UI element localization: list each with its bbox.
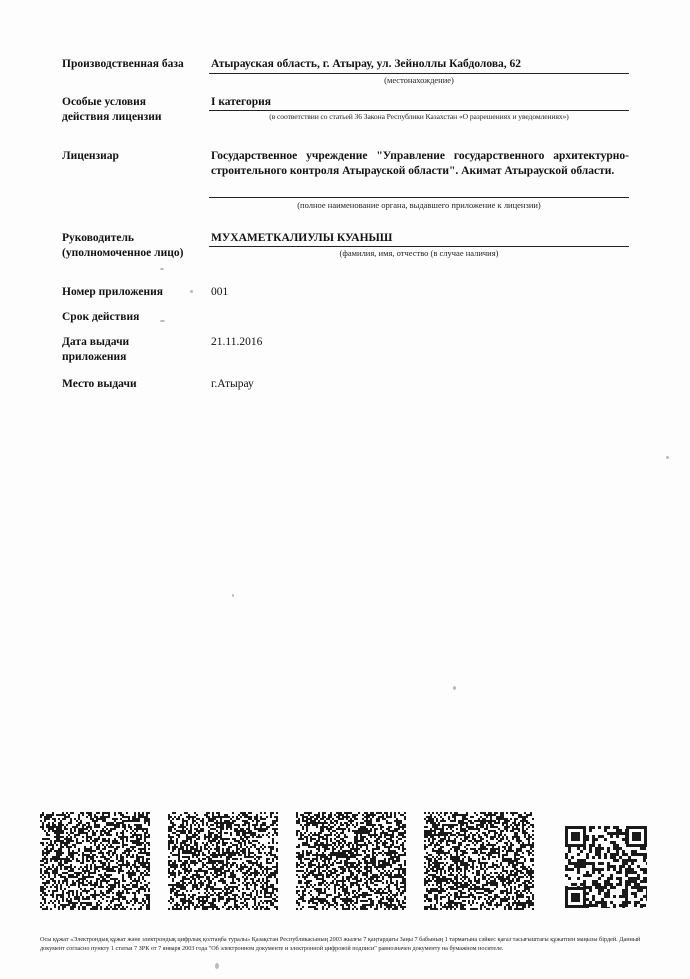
scan-speck [666,456,669,459]
place-of-issue-label: Место выдачи [62,378,137,390]
special-conditions-label-line2: действия лицензии [62,111,162,123]
place-of-issue-value: г.Атырау [211,378,254,390]
head-label-line2: (уполномоченное лицо) [62,247,184,259]
production-base-value: Атырауская область, г. Атырау, ул. Зейноллы Кабдолова, 62 [211,58,522,70]
production-base-caption: (местонахождение) [384,75,454,85]
appendix-number-value: 001 [211,286,229,298]
licensor-underline [209,197,629,198]
qr-code [565,826,647,908]
licensor-value: Государственное учреждение "Управление государственного архитектурно-строительного контроля Атырауской области". Акимат Атырауской области. [211,150,629,177]
special-conditions-label-line1: Особые условия [62,96,146,108]
barcode-1 [40,812,150,910]
head-underline [209,246,629,247]
licensor-label: Лицензиар [62,150,119,162]
barcode-3 [296,812,406,910]
scan-speck [190,290,193,293]
issue-date-label-line2: приложения [62,351,127,363]
licensor-caption: (полное наименование органа, выдавшего приложение к лицензии) [297,200,541,210]
issue-date-label-line1: Дата выдачи [62,336,130,348]
legal-footer-note: Осы құжат «Электрондық құжат және электрондық цифрлық қолтаңба туралы» Қазақстан Республикасының 2003 жылғы 7 қаңтардағы Заңы 7 бабының 1 тармағына сәйкес қағаз тасығыштағы құжатпен маңызы бірдей. Данный документ согласно пункту 1 статьи 7 ЗРК от 7 января 2003 года "Об электронном документе и электронной цифровой подписи" равнозначен документу на бумажном носителе. [40,936,641,952]
special-conditions-underline [209,110,629,111]
production-base-underline [209,73,629,74]
scan-speck [160,268,164,270]
special-conditions-value: I категория [211,96,271,108]
scan-speck [215,963,219,969]
scan-speck [232,594,234,597]
special-conditions-caption: (в соответствии со статьей 36 Закона Республики Казахстан «О разрешениях и уведомлениях») [269,112,569,121]
head-label-line1: Руководитель [62,232,134,244]
appendix-number-label: Номер приложения [62,286,164,298]
production-base-label: Производственная база [62,58,184,70]
issue-date-value: 21.11.2016 [211,336,263,348]
head-caption: (фамилия, имя, отчество (в случае наличия) [339,248,499,258]
head-value: МУХАМЕТКАЛИУЛЫ КУАНЫШ [211,232,393,244]
scan-speck [160,320,165,322]
barcode-4 [424,812,534,910]
validity-label: Срок действия [62,311,140,323]
scan-speck [453,686,456,690]
barcode-2 [168,812,278,910]
